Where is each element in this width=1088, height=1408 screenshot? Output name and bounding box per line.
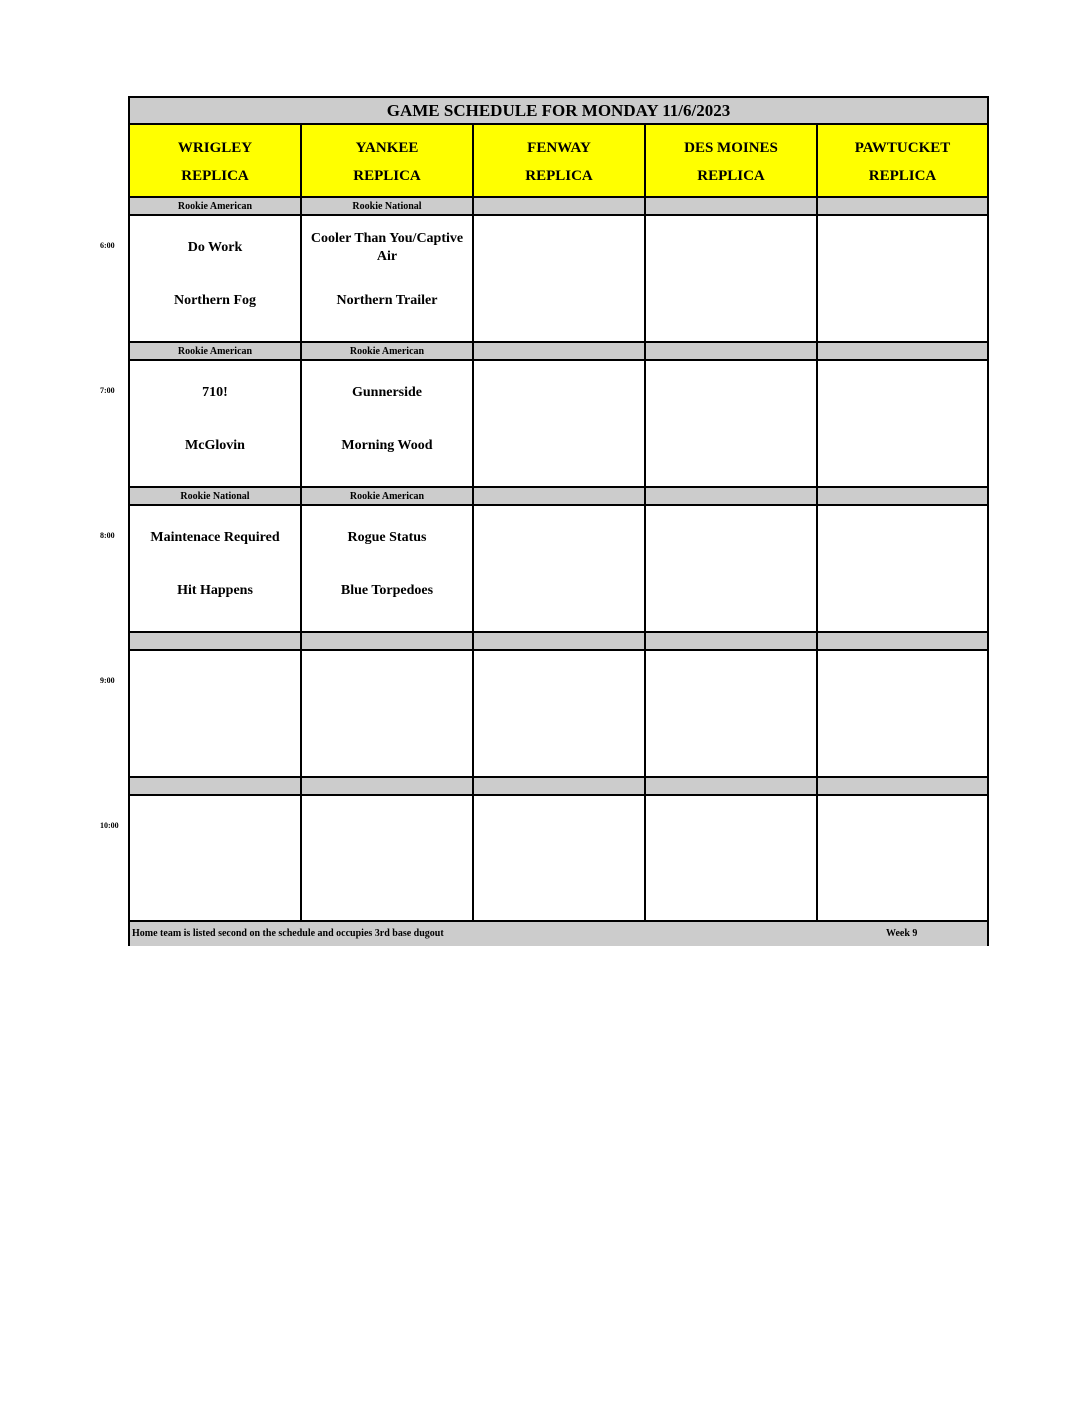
game-cell	[646, 506, 818, 631]
away-team: Maintenace Required	[150, 530, 280, 545]
schedule-table	[128, 96, 989, 946]
game-cell	[302, 216, 474, 341]
away-team	[385, 796, 389, 860]
game-cell	[474, 216, 646, 341]
game-cell	[302, 506, 474, 631]
away-team	[385, 651, 389, 715]
division-label: Rookie American	[130, 198, 302, 214]
away-team	[901, 361, 905, 425]
game-cell	[646, 651, 818, 776]
division-label	[474, 633, 646, 649]
division-label	[302, 633, 474, 649]
game-cell	[818, 506, 987, 631]
away-team: 710!	[202, 385, 228, 400]
away-team	[901, 216, 905, 280]
division-label	[646, 343, 818, 359]
game-cell	[646, 361, 818, 486]
division-label	[474, 488, 646, 504]
away-team	[557, 796, 561, 860]
game-cell	[130, 651, 302, 776]
division-label	[474, 778, 646, 794]
home-team: Northern Fog	[173, 293, 257, 308]
game-cell	[130, 216, 302, 341]
game-cell	[646, 796, 818, 921]
field-name: WRIGLEY	[177, 140, 253, 156]
game-cell	[474, 796, 646, 921]
division-label: Rookie National	[130, 488, 302, 504]
time-label: 8:00	[100, 531, 115, 540]
division-row	[130, 486, 987, 506]
away-team	[213, 796, 217, 860]
division-label	[818, 198, 987, 214]
home-team: Blue Torpedoes	[340, 583, 434, 598]
game-row	[130, 361, 987, 486]
game-cell	[130, 506, 302, 631]
time-label: 9:00	[100, 676, 115, 685]
game-cell	[646, 216, 818, 341]
division-label: Rookie American	[302, 343, 474, 359]
away-team	[729, 216, 733, 280]
game-cell	[130, 796, 302, 921]
game-cell	[818, 216, 987, 341]
field-header-row	[130, 125, 987, 198]
field-sub: REPLICA	[868, 168, 937, 184]
field-sub: REPLICA	[697, 168, 765, 184]
division-row	[130, 341, 987, 361]
game-cell	[474, 506, 646, 631]
away-team	[557, 506, 561, 570]
game-cell	[818, 651, 987, 776]
division-label	[818, 633, 987, 649]
division-row	[130, 196, 987, 216]
division-label	[646, 778, 818, 794]
game-cell	[474, 361, 646, 486]
field-header	[302, 125, 474, 196]
time-label: 10:00	[100, 821, 119, 830]
field-sub: REPLICA	[353, 168, 421, 184]
field-name: DES MOINES	[684, 140, 778, 156]
away-team	[729, 506, 733, 570]
game-row	[130, 506, 987, 631]
game-cell	[302, 361, 474, 486]
away-team	[557, 651, 561, 715]
game-cell	[474, 651, 646, 776]
away-team	[729, 796, 733, 860]
time-label: 6:00	[100, 241, 115, 250]
game-row	[130, 796, 987, 921]
division-label: Rookie American	[130, 343, 302, 359]
game-cell	[818, 796, 987, 921]
field-name: YANKEE	[355, 140, 419, 156]
field-name: FENWAY	[527, 140, 591, 156]
away-team	[213, 651, 217, 715]
division-label	[130, 778, 302, 794]
division-label	[474, 198, 646, 214]
game-row	[130, 216, 987, 341]
division-label	[130, 633, 302, 649]
away-team: Do Work	[187, 240, 243, 255]
away-team	[557, 216, 561, 280]
footer-note: Home team is listed second on the schedule and occupies 3rd base dugout	[132, 928, 444, 939]
home-team: Northern Trailer	[336, 293, 438, 308]
division-row	[130, 631, 987, 651]
away-team	[901, 506, 905, 570]
home-team: McGlovin	[185, 438, 245, 453]
away-team: Gunnerside	[351, 385, 422, 400]
footer-row	[130, 920, 987, 946]
division-label	[646, 488, 818, 504]
division-label	[302, 778, 474, 794]
field-header	[474, 125, 646, 196]
schedule-title: GAME SCHEDULE FOR MONDAY 11/6/2023	[130, 98, 987, 125]
home-team: Morning Wood	[341, 438, 433, 453]
game-cell	[818, 361, 987, 486]
division-label	[818, 778, 987, 794]
game-cell	[302, 796, 474, 921]
away-team	[729, 651, 733, 715]
away-team	[729, 361, 733, 425]
division-label	[646, 198, 818, 214]
away-team: Rogue Status	[347, 530, 427, 545]
footer-week: Week 9	[886, 928, 918, 939]
field-header	[646, 125, 818, 196]
away-team: Cooler Than You/Captive Air	[310, 231, 464, 264]
division-label	[818, 488, 987, 504]
time-label: 7:00	[100, 386, 115, 395]
game-cell	[130, 361, 302, 486]
division-row	[130, 776, 987, 796]
home-team: Hit Happens	[177, 583, 253, 598]
field-sub: REPLICA	[525, 168, 593, 184]
field-header	[818, 125, 987, 196]
division-label	[646, 633, 818, 649]
division-label: Rookie National	[302, 198, 474, 214]
away-team	[901, 651, 905, 715]
field-name: PAWTUCKET	[854, 140, 951, 156]
field-sub: REPLICA	[181, 168, 249, 184]
division-label: Rookie American	[302, 488, 474, 504]
field-header	[130, 125, 302, 196]
division-label	[818, 343, 987, 359]
away-team	[557, 361, 561, 425]
game-row	[130, 651, 987, 776]
away-team	[901, 796, 905, 860]
division-label	[474, 343, 646, 359]
game-cell	[302, 651, 474, 776]
